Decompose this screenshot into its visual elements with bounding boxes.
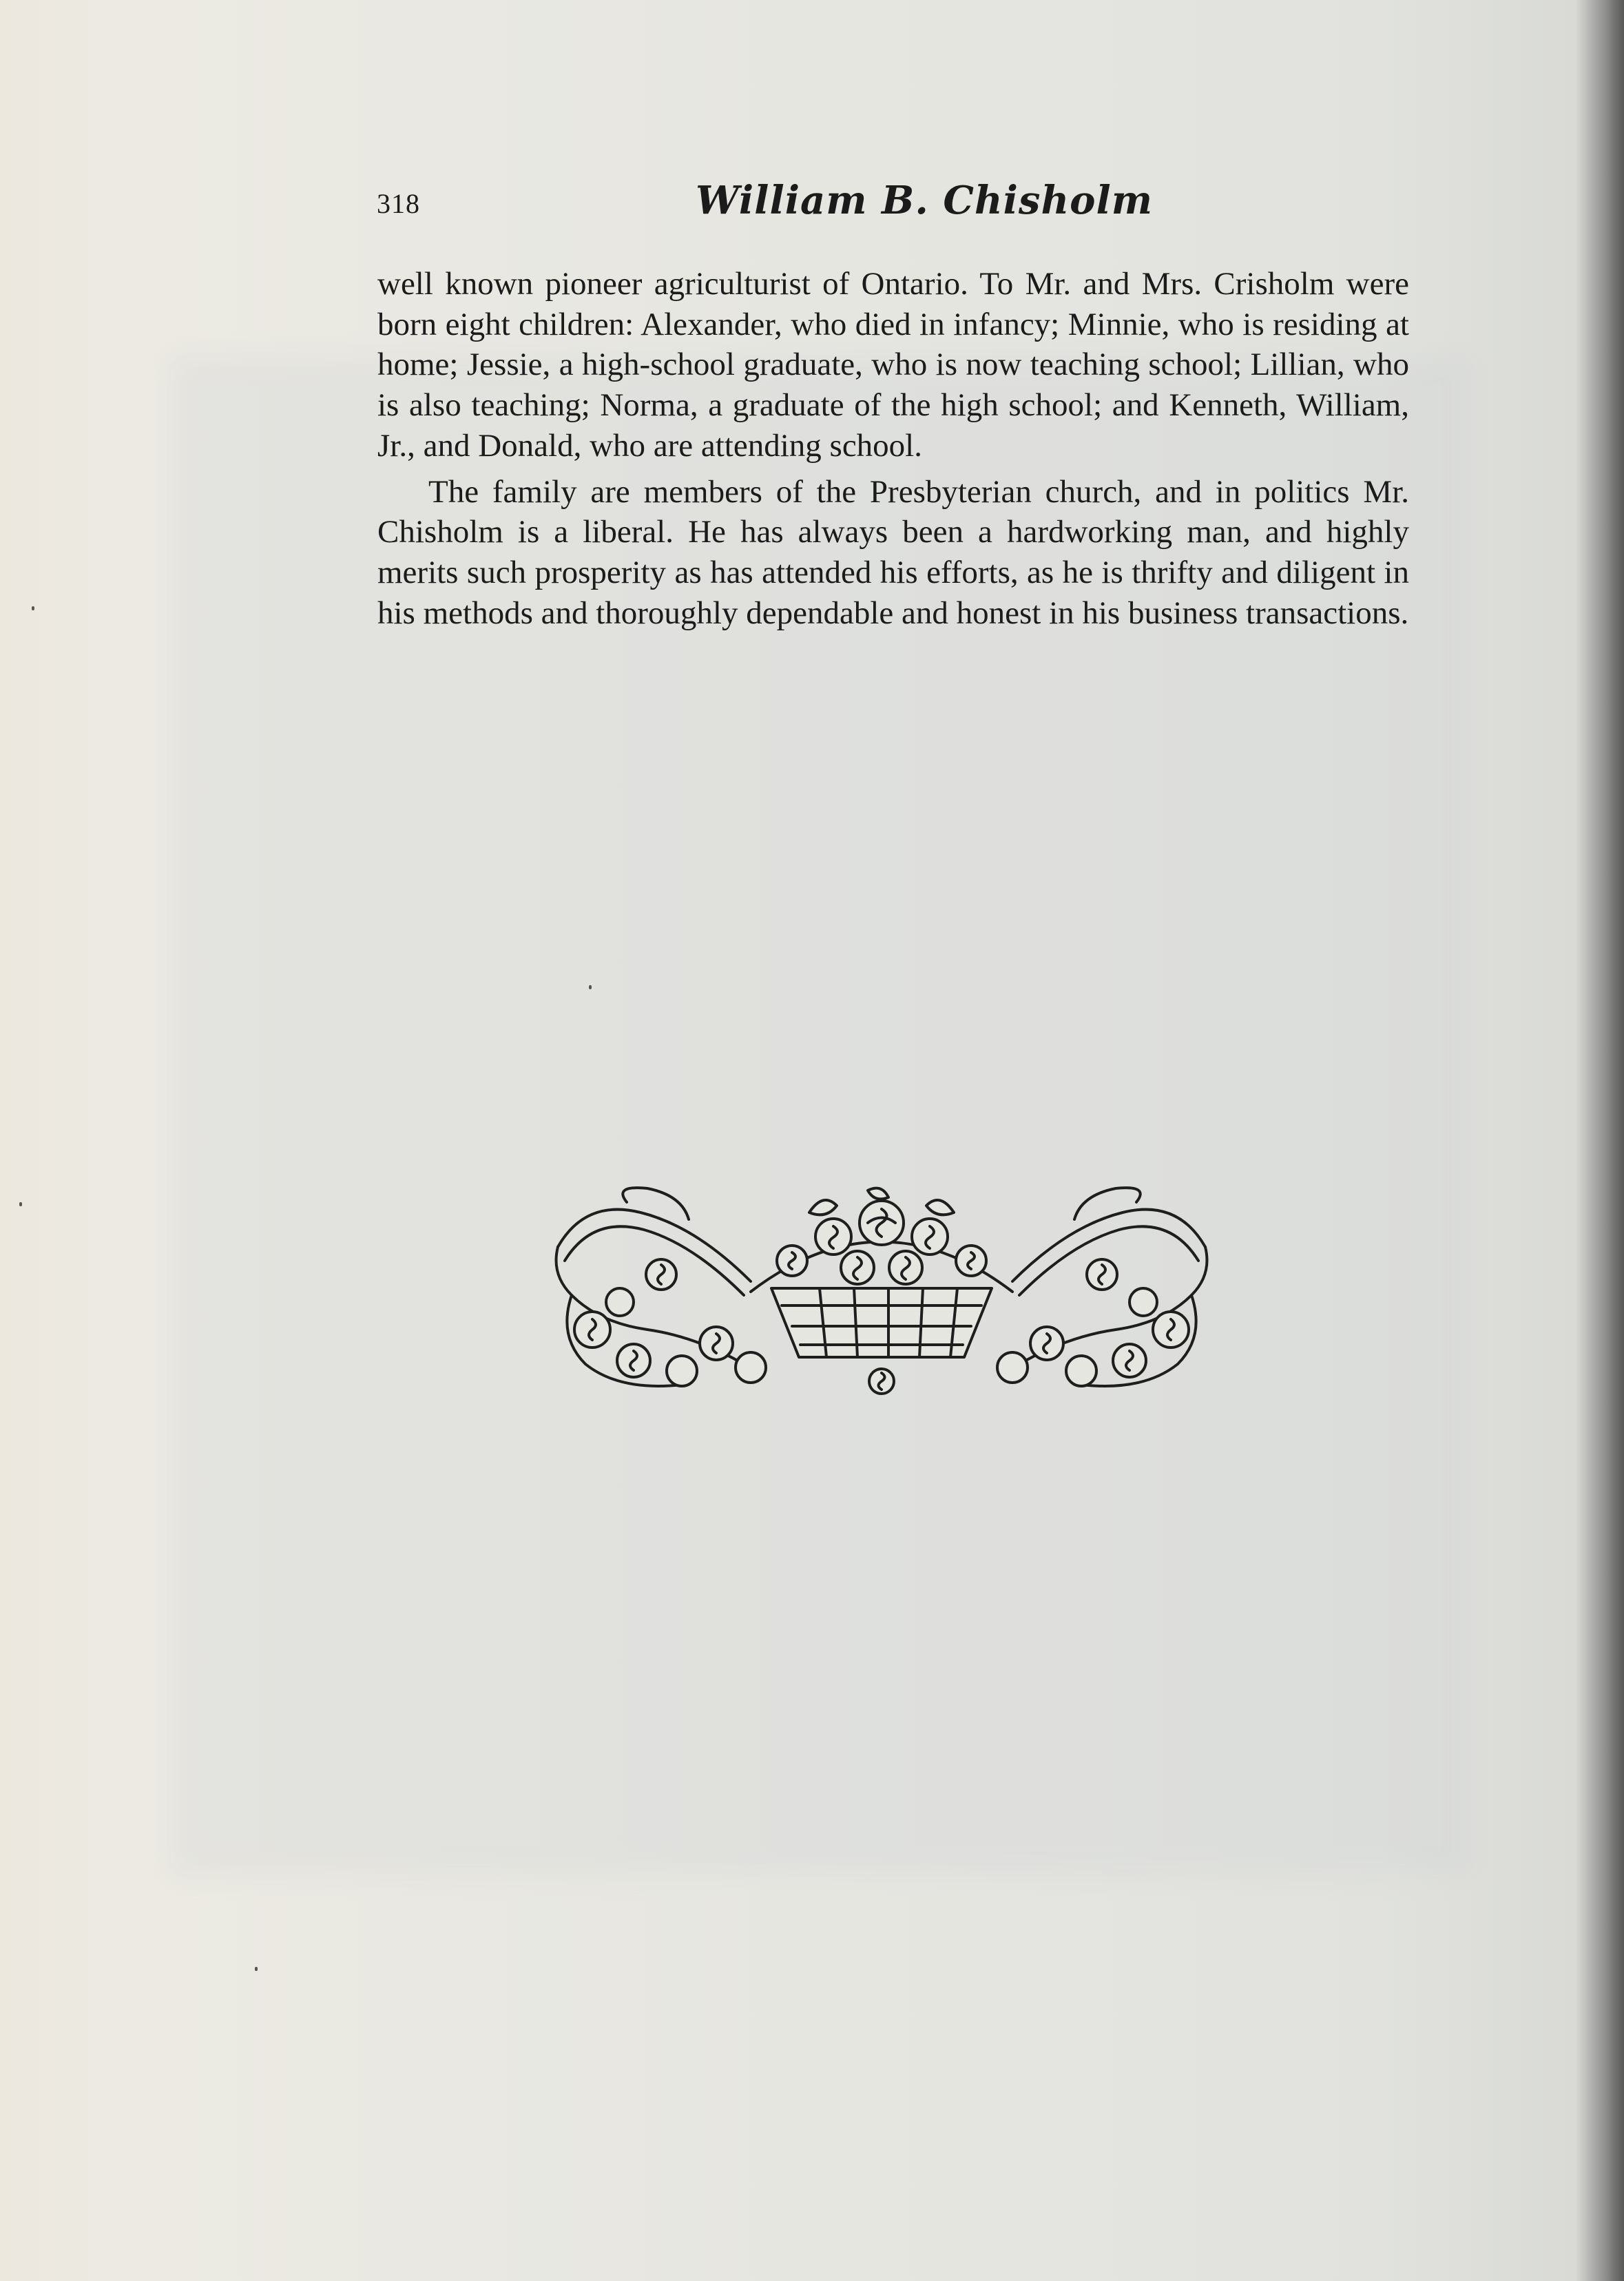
paragraph-1: well known pioneer agriculturist of Ontario. To Mr. and Mrs. Crisholm were born eight children: Alexander, who died in infancy; Minnie, who is residing at home; Jessie, a high-school graduate, who is now teaching school; Lillian, who is also teaching; Norma, a graduate of the high school; and Kenneth, William, Jr., and Donald, who are attending school. <box>377 266 1409 464</box>
paragraph-2: The family are members of the Presbyterian church, and in politics Mr. Chisholm is a liberal. He has always been a hardworking man, and highly merits such prosperity as has attended his efforts, as he is thrifty and diligent in his methods and thoroughly dependable and honest in his business transactions. <box>377 473 1409 631</box>
page-header <box>0 172 1624 241</box>
paper-speck <box>255 1967 258 1971</box>
floral-tailpiece-icon <box>544 1185 1219 1403</box>
running-title: William B. Chisholm <box>696 178 1154 223</box>
paper-speck <box>589 985 592 989</box>
page-number: 318 <box>377 188 420 219</box>
binding-edge <box>1576 0 1624 2281</box>
paper-speck <box>32 606 34 610</box>
body-text <box>377 264 1409 633</box>
paper-speck <box>19 1202 22 1206</box>
